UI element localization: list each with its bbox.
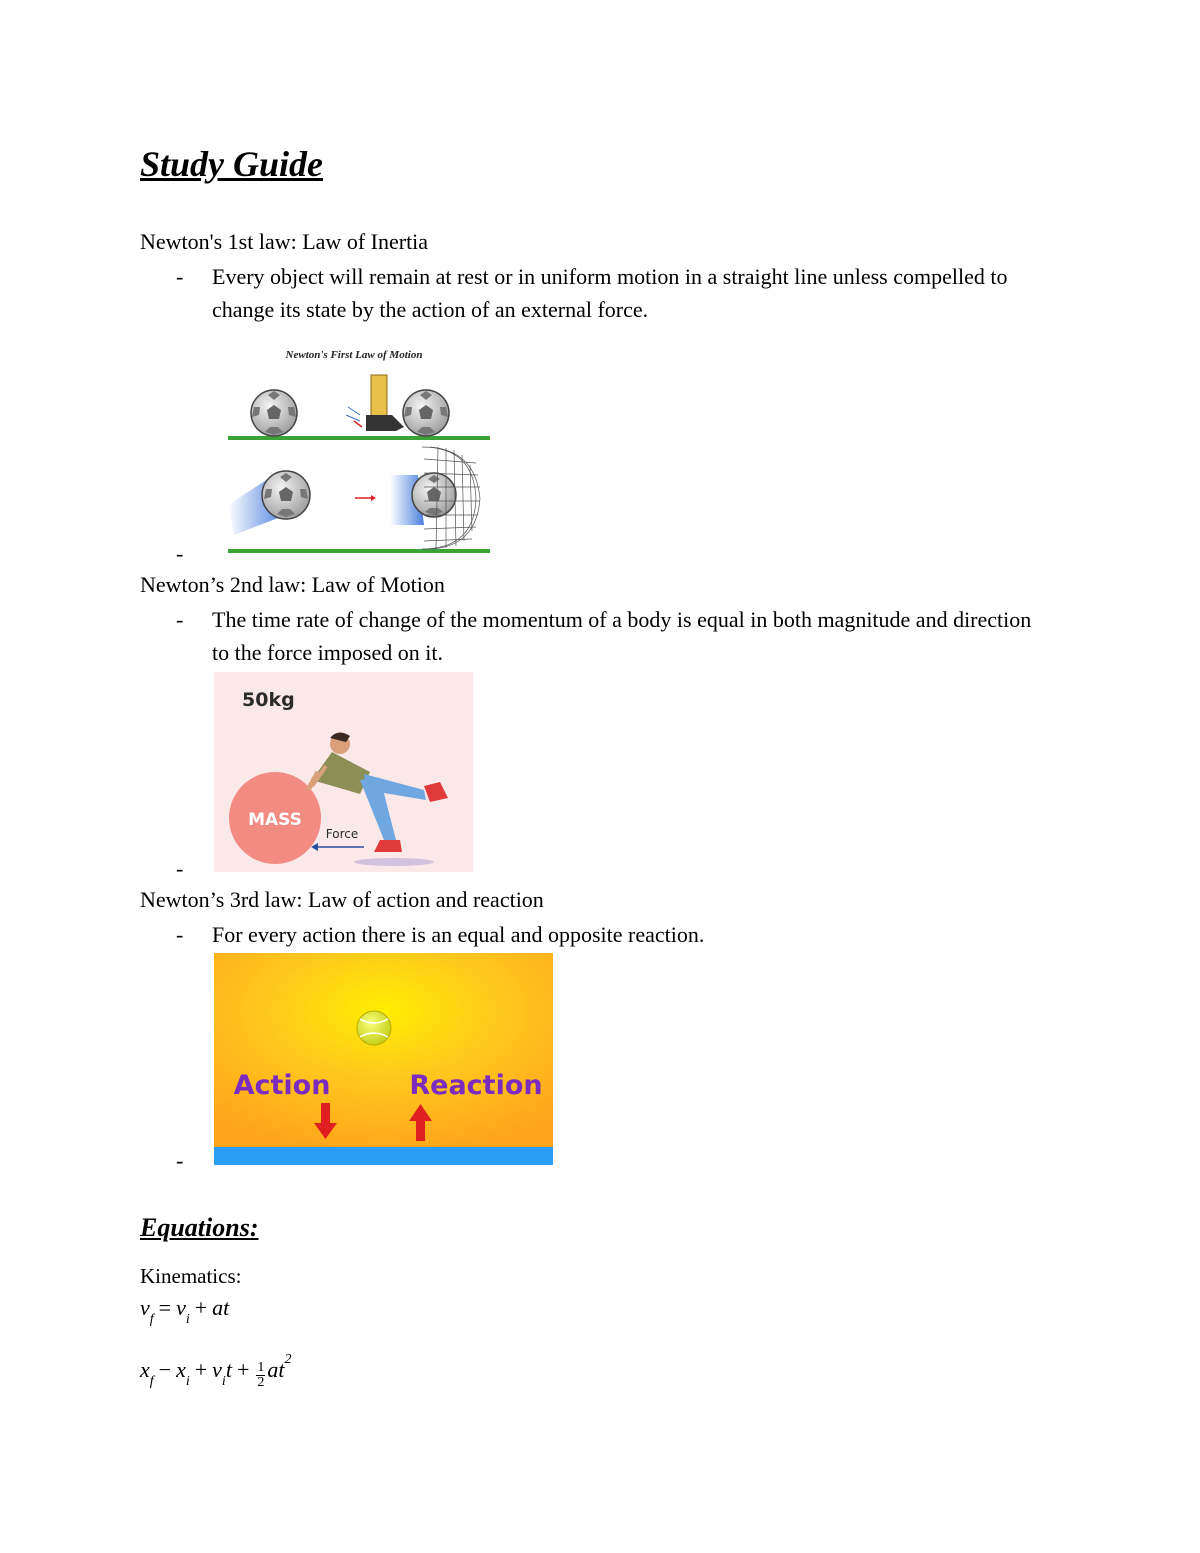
fraction-one-half: $\frac{1}{2}$ — [257, 1360, 265, 1390]
action-label: Action — [233, 1070, 331, 1101]
equation-position: $x_f - x_i + v_it$ + $\frac{1}{2}$ $at^2$ — [140, 1352, 292, 1390]
soccer-ball-icon — [262, 471, 310, 519]
floor — [214, 1147, 553, 1165]
tennis-ball-icon — [357, 1011, 391, 1045]
law-1-heading: Newton's 1st law: Law of Inertia — [140, 229, 429, 254]
kicking-leg-icon — [346, 375, 404, 431]
bullet-dash: - — [176, 541, 184, 566]
soccer-ball-icon — [403, 390, 449, 436]
bullet-dash: - — [176, 1148, 184, 1173]
third-law-illustration — [214, 953, 553, 1165]
equations-heading: Equations: — [140, 1213, 259, 1242]
kinematics-label: Kinematics: — [140, 1264, 242, 1288]
bullet-dash: - — [176, 607, 184, 632]
second-law-illustration — [214, 672, 473, 872]
reaction-label: Reaction — [409, 1070, 543, 1101]
equation-velocity: $v_f = v_i$ + at — [140, 1295, 230, 1327]
mass-ball-label: MASS — [248, 810, 302, 830]
motion-arrow-icon — [355, 495, 376, 501]
soccer-ball-icon — [412, 473, 456, 517]
bullet-dash: - — [176, 856, 184, 881]
ground-line — [228, 436, 490, 440]
soccer-ball-icon — [251, 390, 297, 436]
page-title: Study Guide — [140, 144, 324, 184]
ground-line — [228, 549, 490, 553]
first-law-figure — [214, 335, 494, 557]
person-pushing-icon — [308, 732, 448, 866]
second-law-figure — [214, 672, 473, 872]
bullet-dash: - — [176, 264, 184, 289]
law-3-heading: Newton’s 3rd law: Law of action and reaction — [140, 887, 544, 912]
law-2-definition: The time rate of change of the momentum of a body is equal in both magnitude and direction to the force imposed on it. — [212, 607, 1032, 665]
law-2-heading: Newton’s 2nd law: Law of Motion — [140, 572, 445, 597]
figure-caption: Newton's First Law of Motion — [285, 349, 423, 361]
force-arrow-icon — [311, 843, 364, 851]
mass-value-label: 50kg — [242, 689, 295, 711]
force-label: Force — [325, 827, 359, 841]
law-1-definition: Every object will remain at rest or in uniform motion in a straight line unless compelled to change its state by the action of an external force. — [212, 264, 1008, 322]
first-law-illustration — [214, 335, 494, 557]
law-3-definition: For every action there is an equal and opposite reaction. — [212, 922, 705, 947]
third-law-figure — [214, 953, 553, 1165]
bullet-dash: - — [176, 922, 184, 947]
